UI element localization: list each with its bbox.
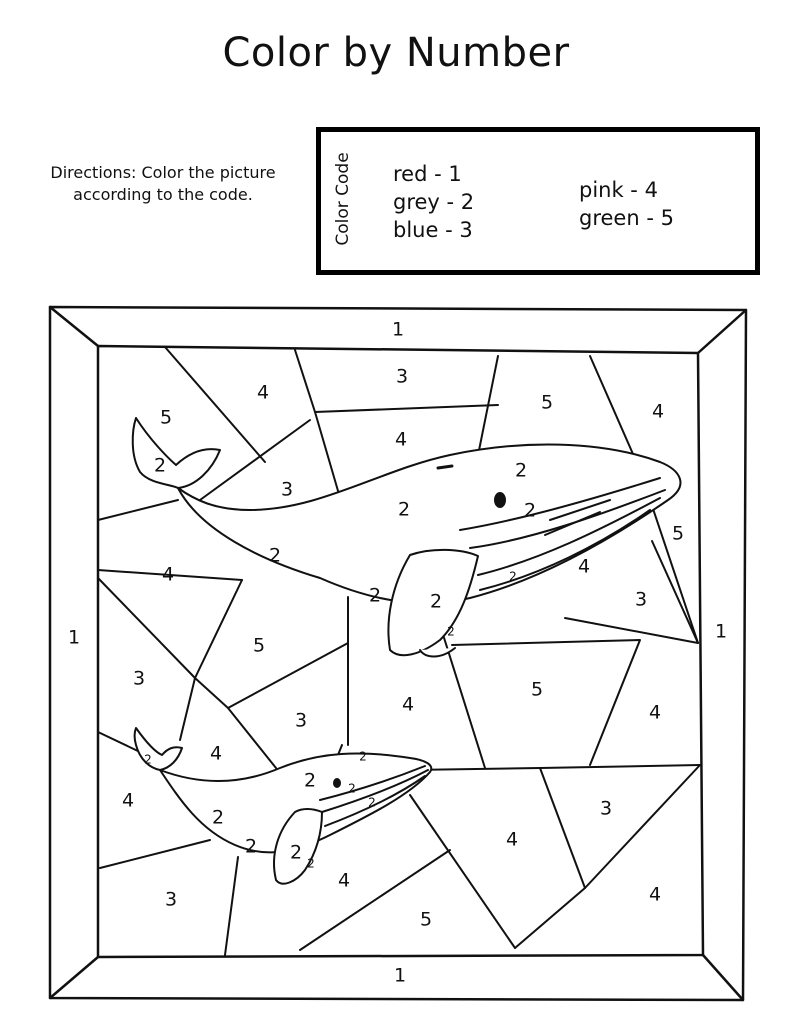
region-number: 5 — [252, 634, 266, 657]
region-number: 5 — [671, 522, 685, 545]
region-number small: 2 — [447, 624, 455, 639]
code-item-green: green - 5 — [579, 206, 674, 230]
region-number small: 2 — [307, 856, 315, 871]
directions-text: Directions: Color the picture according to the code. — [50, 163, 276, 204]
region-number: 2 — [523, 499, 537, 522]
region-number: 3 — [164, 888, 178, 911]
region-number: 2 — [303, 769, 317, 792]
region-number: 4 — [648, 701, 662, 724]
region-number: 3 — [294, 709, 308, 732]
region-number: 4 — [505, 828, 519, 851]
region-number: 2 — [244, 835, 258, 858]
big-whale-drawing — [133, 418, 681, 657]
region-number small: 2 — [509, 569, 517, 584]
region-number: 4 — [577, 555, 591, 578]
region-number small: 2 — [359, 749, 367, 764]
region-number: 2 — [429, 590, 443, 613]
region-number: 3 — [132, 667, 146, 690]
region-number: 5 — [530, 678, 544, 701]
region-number: 4 — [209, 742, 223, 765]
frame-left-number: 1 — [67, 626, 81, 649]
region-number: 5 — [540, 391, 554, 414]
page-title: Color by Number — [222, 30, 570, 76]
region-number: 4 — [161, 563, 175, 586]
code-item-blue: blue - 3 — [393, 218, 473, 242]
frame-bottom-number: 1 — [393, 964, 407, 987]
region-number: 4 — [337, 869, 351, 892]
region-number: 4 — [651, 400, 665, 423]
region-number: 3 — [280, 478, 294, 501]
color-code-label: Color Code — [333, 152, 353, 246]
code-item-pink: pink - 4 — [579, 178, 658, 202]
small-whale-drawing — [135, 728, 432, 884]
region-number: 2 — [397, 498, 411, 521]
region-number: 3 — [395, 365, 409, 388]
region-number: 5 — [419, 908, 433, 931]
region-number: 4 — [394, 428, 408, 451]
region-number: 4 — [121, 789, 135, 812]
region-number small: 2 — [144, 752, 152, 767]
region-number small: 2 — [368, 795, 376, 810]
region-number: 4 — [401, 693, 415, 716]
region-number: 4 — [256, 381, 270, 404]
frame-top-number: 1 — [391, 318, 405, 341]
region-number: 3 — [599, 797, 613, 820]
region-number: 4 — [648, 883, 662, 906]
region-number: 2 — [368, 584, 382, 607]
code-item-grey: grey - 2 — [393, 190, 475, 214]
region-number: 3 — [634, 588, 648, 611]
region-number: 2 — [153, 454, 167, 477]
region-number: 2 — [514, 459, 528, 482]
region-number small: 2 — [348, 781, 356, 796]
region-number: 2 — [268, 544, 282, 567]
region-number: 2 — [211, 806, 225, 829]
code-item-red: red - 1 — [393, 162, 462, 186]
region-number: 5 — [159, 406, 173, 429]
region-number: 2 — [289, 841, 303, 864]
frame-right-number: 1 — [714, 620, 728, 643]
